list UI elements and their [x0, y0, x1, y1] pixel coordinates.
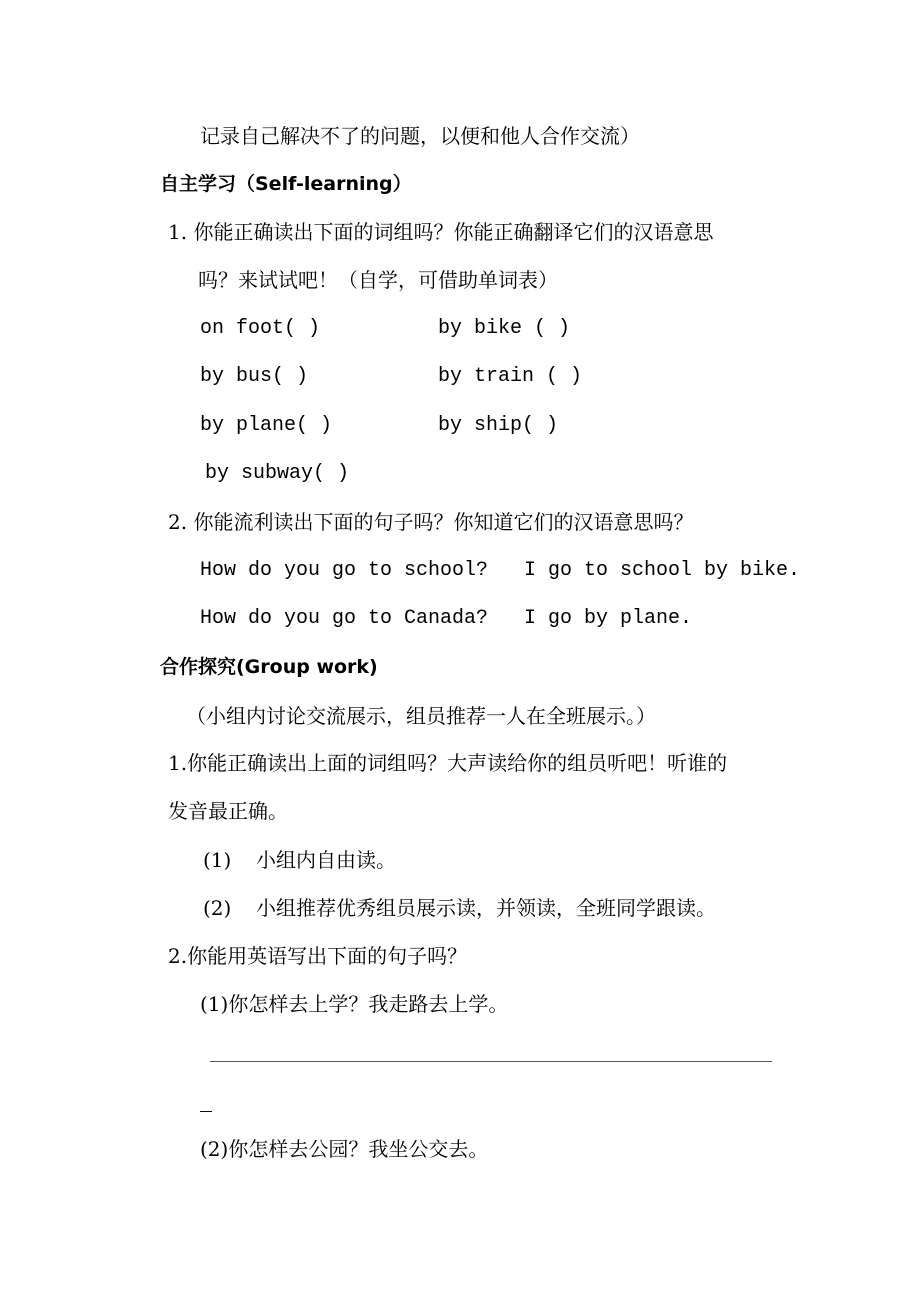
question-1-line-1: 1. 你能正确读出下面的词组吗？你能正确翻译它们的汉语意思 [168, 220, 714, 244]
phrase-by-subway: by subway( ) [205, 462, 350, 485]
phrase-on-foot: on foot( ) [200, 317, 321, 340]
group-question-2: 2.你能用英语写出下面的句子吗？ [168, 944, 468, 968]
question-2: 2. 你能流利读出下面的句子吗？你知道它们的汉语意思吗？ [168, 510, 694, 534]
sentence-question-school: How do you go to school? [200, 559, 489, 582]
self-learning-heading: 自主学习（Self-learning） [160, 173, 412, 195]
intro-line: 记录自己解决不了的问题，以便和他人合作交流） [200, 124, 640, 148]
sentence-question-canada: How do you go to Canada? [200, 607, 489, 630]
translation-item-1: (1)你怎样去上学？我走路去上学。 [200, 992, 509, 1016]
sentence-answer-school: I go to school by bike. [524, 559, 801, 582]
step-2-number: (2) [203, 896, 232, 920]
sentence-answer-canada: I go by plane. [524, 607, 693, 630]
group-work-heading: 合作探究(Group work) [160, 656, 378, 678]
group-work-note: （小组内讨论交流展示，组员推荐一人在全班展示。） [186, 704, 656, 728]
translation-item-2: (2)你怎样去公园？我坐公交去。 [200, 1137, 489, 1161]
step-1-number: (1) [203, 848, 232, 872]
group-question-1-line-2: 发音最正确。 [168, 799, 288, 823]
question-1-line-2: 吗？来试试吧！（自学，可借助单词表） [198, 268, 558, 292]
phrase-by-plane: by plane( ) [200, 414, 333, 437]
step-2-text: 小组推荐优秀组员展示读，并领读，全班同学跟读。 [256, 896, 716, 920]
answer-line[interactable] [210, 1061, 772, 1062]
step-1-text: 小组内自由读。 [256, 848, 396, 872]
stray-underscore: _ [200, 1094, 213, 1117]
phrase-by-ship: by ship( ) [438, 414, 559, 437]
phrase-by-bus: by bus( ) [200, 365, 309, 388]
phrase-by-bike: by bike ( ) [438, 317, 571, 340]
phrase-by-train: by train ( ) [438, 365, 583, 388]
group-question-1-line-1: 1.你能正确读出上面的词组吗？大声读给你的组员听吧！听谁的 [168, 751, 728, 775]
